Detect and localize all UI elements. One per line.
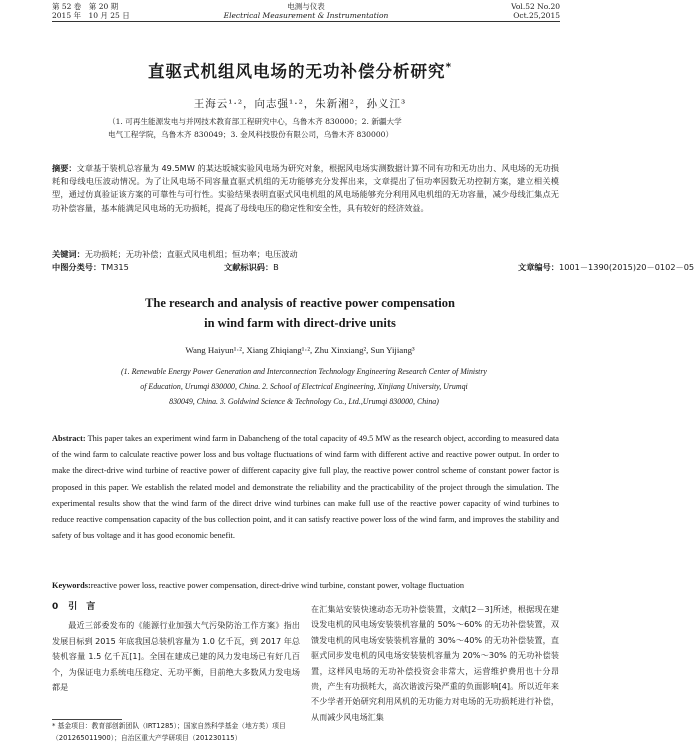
abstract-cn-label: 摘要：	[52, 163, 77, 173]
header-volume-en: Vol.52 No.20	[511, 2, 560, 11]
keywords-cn-text: 无功损耗；无功补偿；直驱式风电机组；恒功率；电压波动	[84, 249, 298, 259]
article-number: 文章编号： 1001－1390(2015)20－0102－05	[518, 262, 694, 272]
page-title-en-line-1: The research and analysis of reactive power compensation	[145, 296, 455, 310]
header-date-en: Oct.25,2015	[513, 11, 560, 20]
authors-cn: 王海云¹·²，向志强¹·²，朱新湘²，孙义江³	[193, 98, 407, 110]
affiliation-en-line-3: 830049, China. 3. Goldwind Science & Technology Co., Ltd.,Urumqi 830000, China)	[169, 397, 439, 406]
header-rule	[52, 21, 560, 22]
abstract-cn	[52, 162, 559, 215]
abstract-en	[52, 431, 559, 544]
title-footnote-mark: *	[445, 60, 453, 74]
clc-number: 中图分类号： TM315	[52, 262, 129, 272]
keywords-cn	[52, 248, 559, 261]
header-date-cn: 2015 年 10 月 25 日	[52, 11, 130, 20]
header-volume-cn: 第 52 卷 第 20 期	[52, 2, 119, 11]
section-title: 引 言	[68, 602, 96, 612]
abstract-en-text: This paper takes an experiment wind farm in Dabancheng of the total capacity of 49.5 MW as the research object, according to measured data of the wind farm to calculate reactive power loss and bus voltage fluctuations of wind farm with different active and reactive power output. In order to make the direct-drive wind turbine of reactive power of different capacity give full play, the reactive power control scheme of constant power factor is proposed in this paper. We establish the related model and demonstrate the reliability and the practicability of the project through the simulation. The experimental results show that the wind farm of the direct drive wind turbines can make full use of the reactive power capacity of wind turbines to reduce reactive compensation capacity of the bus collection point, and it can satisfy reactive power loss of the wind farm, and improves the stability and safety of bus voltage and it has good economic benefit.	[52, 434, 559, 541]
body-column-left	[52, 600, 300, 695]
page-title-cn	[0, 58, 600, 82]
title-cn-text: 直驱式机组风电场的无功补偿分析研究	[147, 62, 446, 81]
body-paragraph-left: 最近三部委发布的《能源行业加强大气污染防治工作方案》指出发展目标到 2015 年底我国总装机容量为 1.0 亿千瓦，到 2017 年总装机容量 1.5 亿千瓦[1]。全国在建成已建的风力发电场已有好几百个，为保证电力系统电压稳定、无功平衡，目前绝大多数风力发电场都是	[52, 620, 300, 693]
body-column-right	[311, 602, 559, 725]
header-journal-en: Electrical Measurement & Instrumentation	[223, 11, 389, 20]
authors-en: Wang Haiyun¹·², Xiang Zhiqiang¹·², Zhu Xinxiang², Sun Yijiang³	[185, 345, 415, 355]
section-number: 0	[52, 602, 59, 612]
footnote-funding: * 基金项目：教育部创新团队（IRT1285）；国家自然科学基金（地方类）项目（201265011900）；自治区重大产学研项目（201230115）	[52, 722, 286, 742]
affiliation-en-line-1: (1. Renewable Energy Power Generation and Interconnection Technology Engineering Research Center of Ministry	[121, 367, 487, 376]
keywords-en-label: Keywords:	[52, 581, 91, 590]
affiliation-en-line-2: of Education, Urumqi 830000, China. 2. School of Electrical Engineering, Xinjiang University, Urumqi	[140, 382, 468, 391]
affiliation-cn-line-2: 电气工程学院，乌鲁木齐 830049；3. 金风科技股份有限公司，乌鲁木齐 830000）	[108, 130, 394, 139]
affiliation-cn-line-1: （1. 可再生能源发电与并网技术教育部工程研究中心，乌鲁木齐 830000；2. 新疆大学	[108, 117, 402, 126]
keywords-en	[52, 580, 559, 592]
body-paragraph-right: 在汇集站安装快速动态无功补偿装置，文献[2－3]所述，根据现在建设发电机的风电场安装装机容量的 50%～60% 的无功补偿装置，双馈发电机的风电场安装装机容量的 30%～40% 的无功补偿装置，直驱式同步发电机的风电场安装装机容量为 20%～30% 的无功补偿装置，这样风电场的无功补偿投资会非常大，运营维护费用也十分昂贵，产生有功损耗大，高次谐波污染严重的负面影响[4]。所以近年来不少学者开始研究利用风机的无功能力对电场的无功损耗进行补偿，从而减少风电场汇集	[311, 604, 559, 722]
keywords-en-text: reactive power loss, reactive power compensation, direct-drive wind turbine, constant power, voltage fluctuation	[90, 581, 465, 590]
header-journal-cn: 电测与仪表	[287, 2, 325, 11]
footnote-rule	[52, 719, 122, 720]
page-title-en-line-2: in wind farm with direct-drive units	[204, 316, 396, 330]
document-code: 文献标识码： B	[224, 262, 279, 272]
keywords-cn-label: 关键词：	[52, 249, 85, 259]
abstract-cn-text: 文章基于装机总容量为 49.5MW 的某达坂城实验风电场为研究对象，根据风电场实测数据计算不同有功和无功出力、风电场的无功损耗和母线电压波动情况。为了让风电场不同容量直驱式机组的无功能够充分发挥出来，文章提出了恒功率因数无功控制方案，建立相关模型，通过仿真验证该方案的可靠性与可行性。实验结果表明直驱式风电机组的风电场能够充分利用风电机组的无功容量，减少母线汇集点无功补偿容量，基本能满足风电场的无功损耗，提高了母线电压的稳定性和安全性，具有较好的经济效益。	[52, 163, 559, 213]
section-heading	[52, 600, 300, 615]
abstract-en-label: Abstract:	[52, 434, 86, 443]
